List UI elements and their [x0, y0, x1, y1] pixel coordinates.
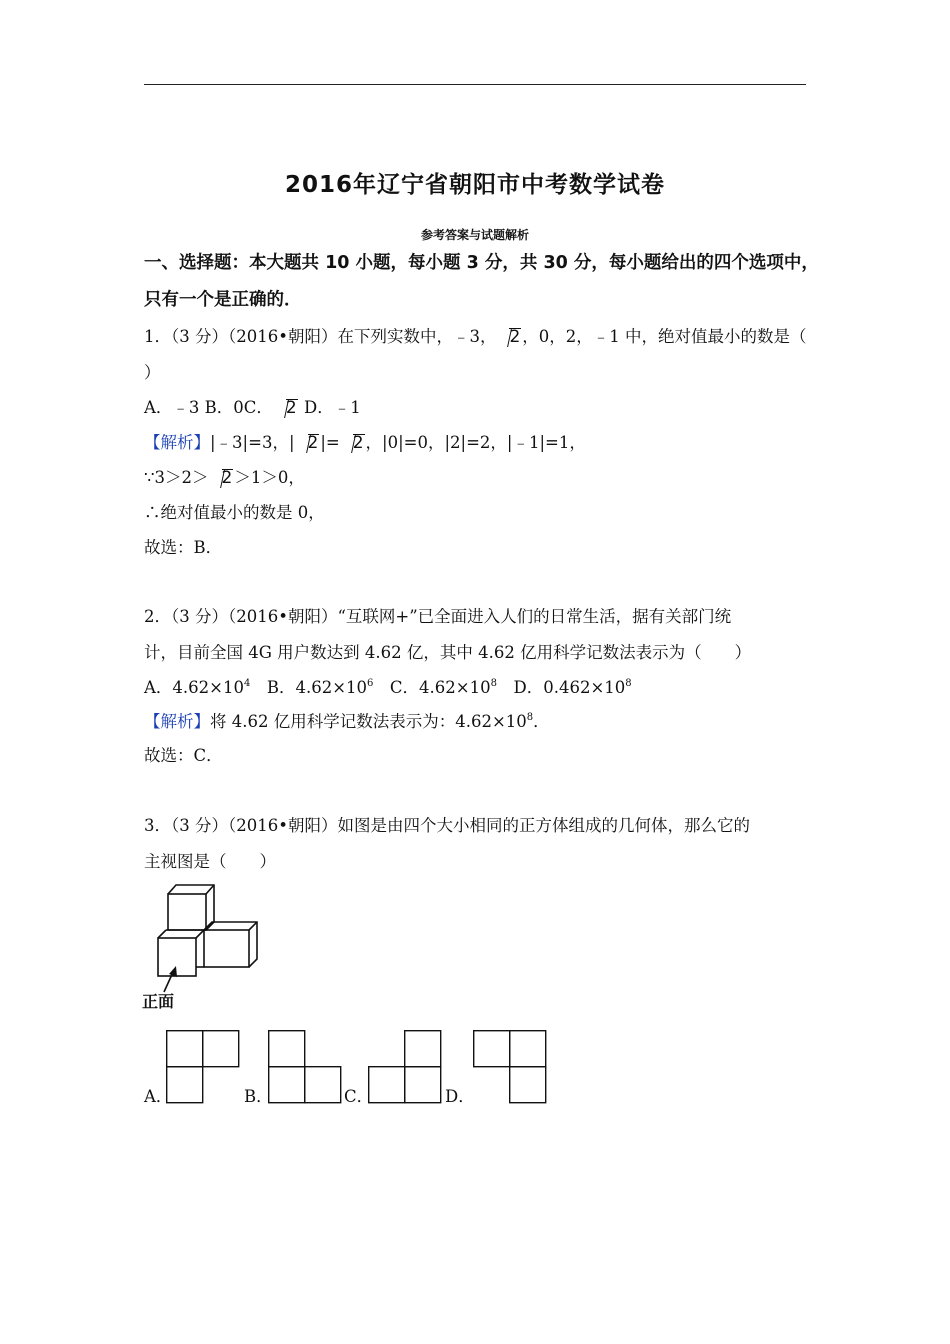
- sqrt-symbol: 2: [342, 433, 364, 453]
- cube-figure: [140, 880, 270, 1015]
- section-heading-line2: 只有一个是正确的．: [144, 290, 302, 310]
- option-a-figure: [166, 1030, 240, 1104]
- front-label: 正面: [142, 992, 175, 1011]
- q1-stem: 1．（3 分）（2016•朝阳）在下列实数中，﹣3， 2 ，0，2，﹣1 中，绝对值最小的数是（: [144, 327, 807, 347]
- header-rule: [144, 84, 806, 85]
- q3-option-a-label: A．: [144, 1087, 173, 1106]
- cube-bottom-right: [204, 930, 249, 967]
- option-b-figure: [268, 1030, 342, 1104]
- q1-stem-end: ）: [144, 363, 161, 382]
- q3-option-c-label: C．: [344, 1087, 374, 1106]
- q1-because: ∵3＞2＞ 2 ＞1＞0，: [144, 468, 305, 488]
- sqrt-symbol: 2: [275, 398, 297, 418]
- q2-stem-line1: 2．（3 分）（2016•朝阳）“互联网+”已全面进入人们的日常生活，据有关部门统: [144, 607, 732, 626]
- option-d-figure: [473, 1030, 547, 1104]
- sqrt-symbol: 2: [297, 433, 319, 453]
- q3-option-d-label: D．: [445, 1087, 475, 1106]
- cube-bottom-left: [158, 938, 196, 976]
- q1-therefore: ∴绝对值最小的数是 0，: [144, 503, 325, 522]
- q1-answer: 故选：B．: [144, 538, 223, 557]
- page-title: 2016年辽宁省朝阳市中考数学试卷: [284, 172, 665, 198]
- sqrt-symbol: 2: [211, 468, 233, 488]
- section-heading-line1: 一、选择题：本大题共 10 小题，每小题 3 分，共 30 分，每小题给出的四个选项中，: [144, 253, 819, 273]
- q1-options: A．﹣3 B．0C． 2 D．﹣1: [144, 398, 361, 418]
- page-subtitle: 参考答案与试题解析: [420, 228, 529, 242]
- cube-top-front: [168, 894, 206, 930]
- q2-options: A．$4.62\times 10^4$ B．$4.62\times 10^6$ C．$4.62\times 10^8$ D．$0.462\times 10^8$: [144, 678, 632, 697]
- q1-analysis: 【解析】|﹣3|=3，| 2 |= 2 ，|0|=0，|2|=2，|﹣1|=1，: [144, 433, 586, 453]
- q3-option-b-label: B．: [244, 1087, 273, 1106]
- analysis-tag: 【解析】: [144, 712, 210, 731]
- q2-analysis: 【解析】将 4.62 亿用科学记数法表示为：$4.62\times 10^8$．: [144, 712, 550, 731]
- q2-answer: 故选：C．: [144, 746, 223, 765]
- analysis-tag: 【解析】: [144, 433, 210, 452]
- q2-stem-line2: 计，目前全国 4G 用户数达到 4.62 亿，其中 4.62 亿用科学记数法表示为（ ）: [144, 643, 752, 662]
- option-c-figure: [368, 1030, 442, 1104]
- q3-stem-line2: 主视图是（ ）: [144, 852, 276, 871]
- sqrt-symbol: 2: [498, 327, 520, 347]
- q3-stem-line1: 3．（3 分）（2016•朝阳）如图是由四个大小相同的正方体组成的几何体，那么它的: [144, 816, 750, 835]
